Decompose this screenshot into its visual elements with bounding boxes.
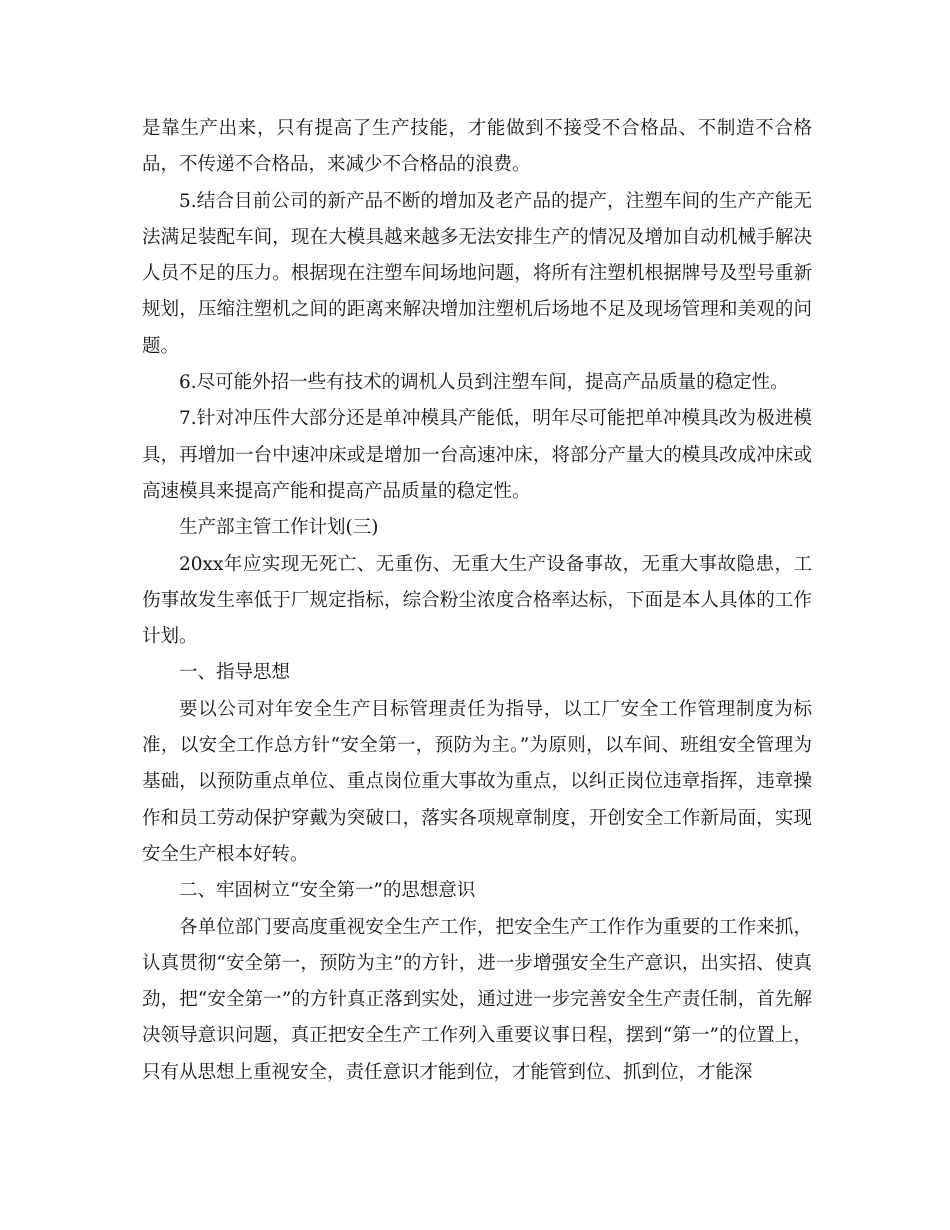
section-heading: 一、指导思想 xyxy=(179,662,291,684)
paragraph: 7.针对冲压件大部分还是单冲模具产能低，明年尽可能把单冲模具改为极进模具，再增加一台中速冲床或是增加一台高速冲床，将部分产量大的模具改成冲床或高速模具来提高产能和提高产品质量的稳定性。 xyxy=(142,408,812,502)
section-heading: 二、牢固树立“安全第一”的思想意识 xyxy=(179,880,476,902)
paragraph: 5.结合目前公司的新产品不断的增加及老产品的提产，注塑车间的生产产能无法满足装配车间，现在大模具越来越多无法安排生产的情况及增加自动机械手解决人员不足的压力。根据现在注塑车间场地问题，将所有注塑机根据牌号及型号重新规划，压缩注塑机之间的距离来解决增加注塑机后场地不足及现场管理和美观的问题。 xyxy=(142,190,812,357)
section-title: 生产部主管工作计划(三) xyxy=(179,517,379,539)
paragraph: 20xx年应实现无死亡、无重伤、无重大生产设备事故，无重大事故隐患，工伤事故发生率低于厂规定指标，综合粉尘浓度合格率达标，下面是本人具体的工作计划。 xyxy=(142,553,812,648)
paragraph: 各单位部门要高度重视安全生产工作，把安全生产工作作为重要的工作来抓，认真贯彻“安全第一，预防为主”的方针，进一步增强安全生产意识，出实招、使真劲，把“安全第一”的方针真正落到实处，通过进一步完善安全生产责任制，首先解决领导意识问题，真正把安全生产工作列入重要议事日程，摆到“第一”的位置上，只有从思想上重视安全，责任意识才能到位，才能管到位、抓到位，才能深 xyxy=(142,916,812,1083)
document-body xyxy=(142,111,812,1091)
paragraph: 是靠生产出来，只有提高了生产技能，才能做到不接受不合格品、不制造不合格品，不传递不合格品，来减少不合格品的浪费。 xyxy=(142,118,812,176)
paragraph: 6.尽可能外招一些有技术的调机人员到注塑车间，提高产品质量的稳定性。 xyxy=(179,372,789,394)
paragraph: 要以公司对年安全生产目标管理责任为指导，以工厂安全工作管理制度为标准，以安全工作总方针“安全第一，预防为主。”为原则，以车间、班组安全管理为基础，以预防重点单位、重点岗位重大事故为重点，以纠正岗位违章指挥，违章操作和员工劳动保护穿戴为突破口，落实各项规章制度，开创安全工作新局面，实现安全生产根本好转。 xyxy=(142,698,812,865)
